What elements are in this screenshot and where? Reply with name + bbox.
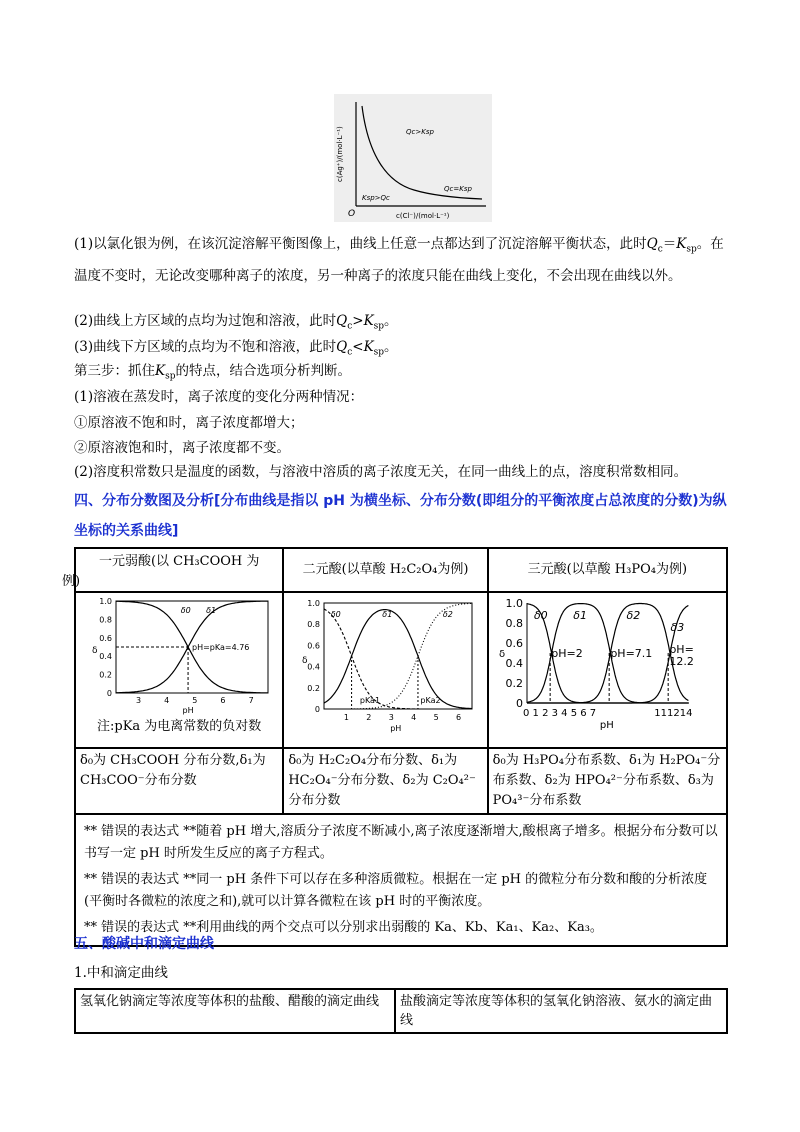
note3: ** 错误的表达式 **利用曲线的两个交点可以分别求出弱酸的 Ka、Kb、Ka₁、Ka₂、Ka₃。 (84, 920, 603, 935)
chart1-xtick: 6 (220, 696, 226, 705)
titration-left: 氢氧化钠滴定等浓度等体积的盐酸、醋酸的滴定曲线 (75, 989, 395, 1033)
chart3-annotation-1: pH=2 (550, 647, 583, 660)
sub1: 1.中和滴定曲线 (74, 965, 168, 981)
chart2-ylabel: δ (302, 656, 308, 666)
para3: (3)曲线下方区域的点均为不饱和溶液，此时$Q_c<K_{sp}$。 (74, 339, 398, 358)
chart2-d1-label: δ1 (382, 610, 393, 619)
para1-text-b: 。在温度不变时，无论改变哪种离子的浓度，另一种离子的浓度只能在曲线上变化，不会出现在曲线以 (74, 236, 724, 284)
para3-text: (3)曲线下方区域的点均为不饱和溶液，此时 (74, 339, 337, 355)
ksp-ylabel: c(Ag⁺)/(mol·L⁻¹) (336, 126, 344, 182)
chart2-xtick: 2 (366, 713, 372, 722)
chart1-ytick: 0.2 (99, 670, 112, 680)
chart2-xtick: 6 (456, 713, 462, 722)
titration-right: 盐酸滴定等浓度等体积的氢氧化钠溶液、氨水的滴定曲线 (395, 989, 727, 1033)
chart2-ytick: 0.8 (307, 620, 321, 630)
para1-text-a: (1)以氯化银为例，在该沉淀溶解平衡图像上，曲线上任意一点都达到了沉淀溶解平衡状态，此时 (74, 236, 647, 252)
step3: 第三步：抓住$K_{sp}$的特点，结合选项分析判断。 (74, 363, 351, 382)
chart2-ytick: 0.6 (307, 641, 321, 651)
chart1-annotation: pH=pKa=4.76 (192, 643, 250, 652)
ksp-xlabel: c(Cl⁻)/(mol·L⁻¹) (396, 212, 450, 220)
chart2-pka2-label: pKa2 (420, 696, 441, 705)
col1-head-tail: 例) (62, 574, 81, 589)
step3-text: 第三步：抓住 (74, 363, 155, 379)
chart2-delta0-curve (324, 609, 472, 709)
chart2-ytick: 0.2 (307, 683, 321, 693)
chart2-ytick: 0 (315, 705, 321, 714)
notes-cell (75, 814, 727, 946)
note1: ** 错误的表达式 **随着 pH 增大,溶质分子浓度不断减小,离子浓度逐渐增大,酸根离子增多。根据分布分数可以书写一定 pH 时所发生反应的离子方程式。 (84, 824, 718, 861)
chart1-xtick: 5 (192, 696, 198, 705)
ksp-note: (2)溶度积常数只是温度的函数，与溶液中溶质的离子浓度无关，在同一曲线上的点，溶度积常数相同。 (74, 464, 688, 480)
ksp-label-below: Ksp>Qc (362, 194, 390, 202)
chart2-delta2-curve (324, 603, 472, 709)
chart2 (288, 595, 480, 741)
step3-tail: 的特点，结合选项分析判断。 (175, 363, 351, 379)
chart1-note: 注:pKa 为电离常数的负对数 (97, 719, 262, 734)
chart1-ytick: 1.0 (99, 597, 112, 606)
para1: (1)以氯化银为例，在该沉淀溶解平衡图像上，曲线上任意一点都达到了沉淀溶解平衡状态，此时$Q_c=K_{sp}$。在温度不变时，无论改变哪种离子的浓度，另一种离子的浓度只能在曲线上变化，不会出现在曲线以外。 (74, 236, 724, 284)
section4-title: 四、分布分数图及分析[分布曲线是指以 pH 为横坐标、分布分数(即组分的平衡浓度占总浓度的分数)为纵坐标的关系曲线] (74, 493, 727, 539)
chart2-xtick: 3 (389, 713, 395, 722)
chart3-ytick: 0.8 (505, 617, 523, 630)
chart1-d1-label: δ1 (206, 606, 217, 615)
para2-text: (2)曲线上方区域的点均为过饱和溶液，此时 (74, 313, 337, 329)
evap1: ①原溶液不饱和时，离子浓度都增大； (74, 415, 304, 431)
chart2-xtick: 1 (344, 713, 350, 722)
para1-text-c: 外。 (654, 267, 682, 284)
chart2-xlabel: pH (390, 724, 402, 733)
chart1 (80, 595, 276, 715)
chart3-d1-label: δ1 (572, 609, 587, 622)
chart2-d2-label: δ2 (443, 610, 454, 619)
chart3-ytick: 0 (515, 697, 523, 710)
chart3-xtick: 14 (679, 708, 693, 719)
chart1-xtick: 3 (135, 696, 142, 705)
chart1-ylabel: δ (92, 646, 98, 656)
chart3-ytick: 0.4 (505, 657, 523, 670)
chart2-delta1-curve (324, 610, 472, 709)
ksp-curve-chart (334, 94, 492, 222)
ksp-figure (334, 94, 492, 222)
distribution-table (74, 547, 728, 947)
col1-head (75, 548, 283, 592)
chart1-xtick: 4 (164, 696, 170, 705)
note2: ** 错误的表达式 **同一 pH 条件下可以存在多种溶质微粒。根据在一定 pH 的微粒分布分数和酸的分析浓度(平衡时各微粒的浓度之和),就可以计算各微粒在该 pH 时的平衡浓度。 (84, 872, 708, 909)
chart3-ytick: 0.2 (505, 677, 523, 690)
chart1-ytick: 0.6 (99, 633, 112, 643)
chart1-xtick: 7 (248, 696, 254, 705)
chart2-xtick: 5 (433, 713, 439, 722)
col3-head: 三元酸(以草酸 H₃PO₄为例) (488, 548, 727, 592)
chart3-ylabel: δ (498, 649, 505, 660)
chart3-xlabel: pH (599, 720, 614, 731)
chart3-ytick: 0.6 (505, 637, 523, 650)
chart1-ytick: 0.4 (99, 652, 112, 662)
col2-head: 二元酸(以草酸 H₂C₂O₄为例) (283, 548, 487, 592)
chart3-annotation-3b: 12.2 (668, 655, 694, 668)
chart3-xtick: 0 1 2 3 4 5 6 7 (522, 708, 596, 719)
chart3-d3-label: δ3 (670, 621, 684, 634)
desc1: δ₀为 CH₃COOH 分布分数,δ₁为 CH₃COO⁻分布分数 (75, 748, 283, 814)
evap2: ②原溶液饱和时，离子浓度都不变。 (74, 440, 290, 456)
chart3 (493, 595, 713, 741)
section5-title: 五、酸碱中和滴定曲线 (74, 936, 214, 952)
chart3-d2-label: δ2 (626, 609, 640, 622)
desc2: δ₀为 H₂C₂O₄分布分数、δ₁为 HC₂O₄⁻分布分数、δ₂为 C₂O₄²⁻分布分数 (283, 748, 487, 814)
chart1-d0-label: δ0 (180, 606, 191, 615)
chart3-xtick: 1112 (653, 708, 680, 719)
chart2-ytick: 1.0 (307, 599, 321, 608)
ksp-label-curve: Qc=Ksp (444, 185, 472, 193)
chart1-xlabel: pH (182, 706, 194, 715)
para2: (2)曲线上方区域的点均为过饱和溶液，此时$Q_c>K_{sp}$。 (74, 313, 398, 332)
ksp-label-above: Qc>Ksp (406, 128, 434, 136)
chart2-pka1-label: pKa1 (360, 696, 381, 705)
chart3-annotation-2: pH=7.1 (609, 647, 652, 660)
chart2-xtick: 4 (411, 713, 417, 722)
evap: (1)溶液在蒸发时，离子浓度的变化分两种情况： (74, 389, 364, 405)
chart2-ytick: 0.4 (307, 662, 321, 672)
chart1-ytick: 0 (106, 689, 112, 698)
chart3-annotation-3: pH= (668, 643, 694, 656)
col1-head-text: 一元弱酸(以 CH₃COOH 为 (98, 554, 260, 569)
chart1-cell (75, 592, 283, 748)
chart3-ytick: 1.0 (505, 597, 523, 610)
chart2-d0-label: δ0 (331, 610, 342, 619)
ksp-origin: O (348, 209, 356, 219)
chart2-cell (283, 592, 487, 748)
chart1-ytick: 0.8 (99, 615, 112, 625)
titration-table (74, 988, 728, 1034)
chart3-cell (488, 592, 727, 748)
chart3-d0-label: δ0 (533, 609, 548, 622)
desc3: δ₀为 H₃PO₄分布系数、δ₁为 H₂PO₄⁻分布系数、δ₂为 HPO₄²⁻分布系数、δ₃为 PO₄³⁻分布系数 (488, 748, 727, 814)
